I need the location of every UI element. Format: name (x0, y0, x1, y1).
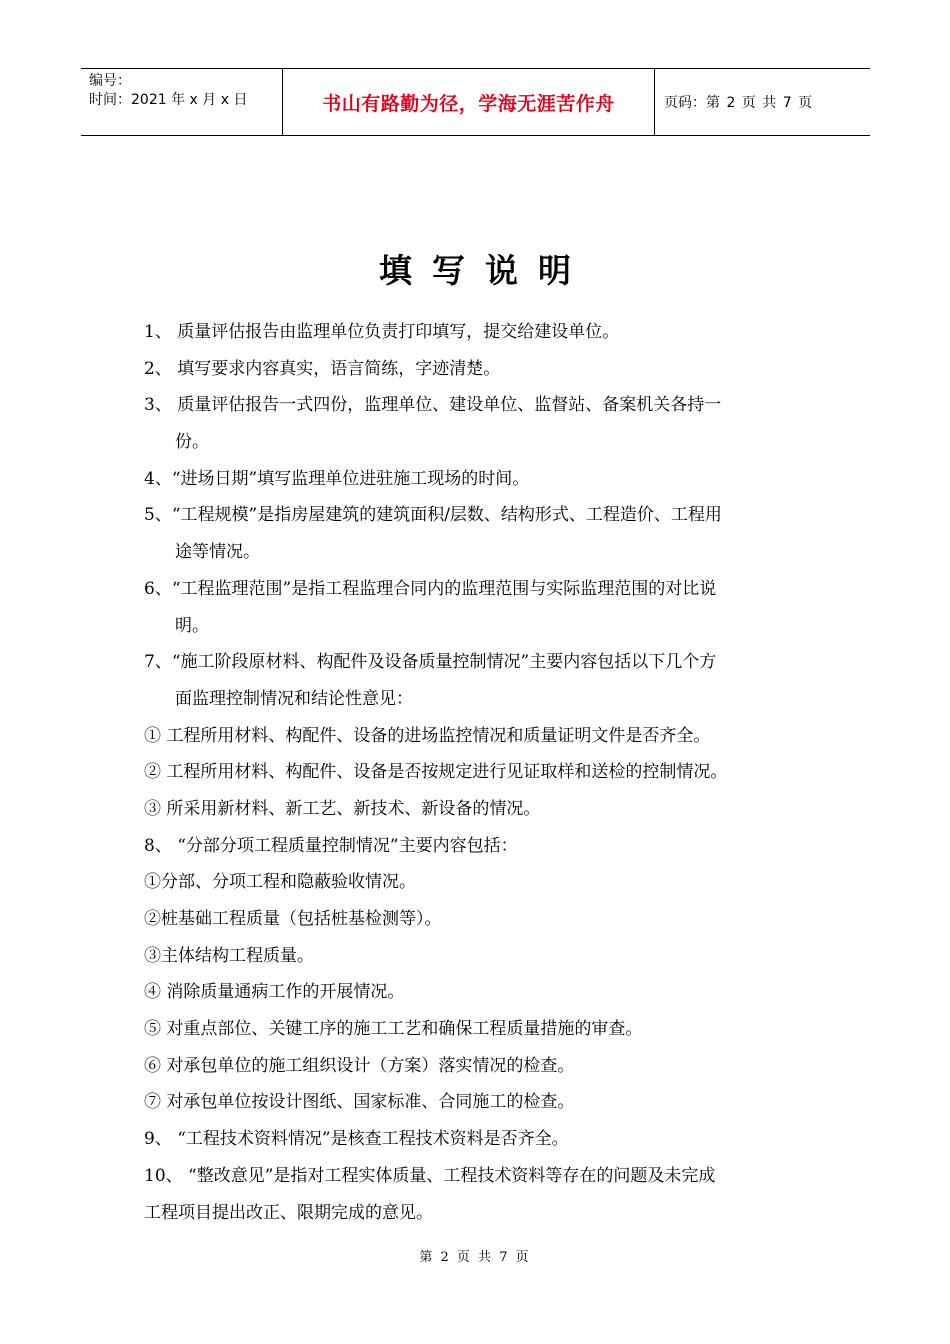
number-label: 编号： (89, 73, 131, 89)
sub-item-line: ⑤ 对重点部位、关键工序的施工工艺和确保工程质量措施的审查。 (144, 1019, 643, 1040)
instruction-line: 6、“工程监理范围”是指工程监理合同内的监理范围与实际监理范围的对比说 (144, 578, 717, 599)
sub-item-line: ①分部、分项工程和隐蔽验收情况。 (144, 872, 416, 893)
instructions-body (144, 314, 814, 1231)
motto: 书山有路勤为径，学海无涯苦作舟 (283, 69, 655, 135)
instruction-line: 5、“工程规模”是指房屋建筑的建筑面积/层数、结构形式、工程造价、工程用 (144, 505, 722, 526)
instruction-line: 2、 填写要求内容真实，语言简练，字迹清楚。 (144, 358, 501, 379)
page-title: 填写说明 (379, 251, 591, 290)
page-info: 页码：第 2 页 共 7 页 (664, 95, 813, 111)
header-table (81, 68, 870, 136)
instruction-line-continued: 工程项目提出改正、限期完成的意见。 (144, 1202, 433, 1223)
page-footer: 第 2 页 共 7 页 (419, 1250, 531, 1265)
instruction-line: 9、 “工程技术资料情况”是核查工程技术资料是否齐全。 (144, 1129, 569, 1150)
instruction-line: 10、 “整改意见”是指对工程实体质量、工程技术资料等存在的问题及未完成 (144, 1165, 716, 1186)
instruction-line-continued: 份。 (175, 432, 209, 453)
instruction-line-continued: 面监理控制情况和结论性意见： (175, 688, 413, 709)
sub-item-line: ⑥ 对承包单位的施工组织设计（方案）落实情况的检查。 (144, 1055, 575, 1076)
sub-item-line: ② 工程所用材料、构配件、设备是否按规定进行见证取样和送检的控制情况。 (144, 762, 728, 783)
sub-item-line: ⑦ 对承包单位按设计图纸、国家标准、合同施工的检查。 (144, 1092, 575, 1113)
instruction-line: 3、 质量评估报告一式四份，监理单位、建设单位、监督站、备案机关各持一 (144, 395, 722, 416)
sub-item-line: ③ 所采用新材料、新工艺、新技术、新设备的情况。 (144, 798, 541, 819)
instruction-line-continued: 途等情况。 (175, 542, 260, 563)
header-left-cell (81, 69, 283, 135)
instruction-line: 4、“进场日期”填写监理单位进驻施工现场的时间。 (144, 468, 530, 489)
instruction-line: 8、 “分部分项工程质量控制情况”主要内容包括： (144, 835, 518, 856)
sub-item-line: ④ 消除质量通病工作的开展情况。 (144, 982, 405, 1003)
sub-item-line: ① 工程所用材料、构配件、设备的进场监控情况和质量证明文件是否齐全。 (144, 725, 711, 746)
sub-item-line: ③主体结构工程质量。 (144, 945, 314, 966)
time-label: 时间：2021 年 x 月 x 日 (89, 92, 248, 108)
instruction-line: 7、“施工阶段原材料、构配件及设备质量控制情况”主要内容包括以下几个方 (144, 652, 717, 673)
instruction-line: 1、 质量评估报告由监理单位负责打印填写，提交给建设单位。 (144, 322, 620, 342)
sub-item-line: ②桩基础工程质量（包括桩基检测等）。 (144, 909, 442, 929)
instruction-line-continued: 明。 (175, 615, 209, 636)
